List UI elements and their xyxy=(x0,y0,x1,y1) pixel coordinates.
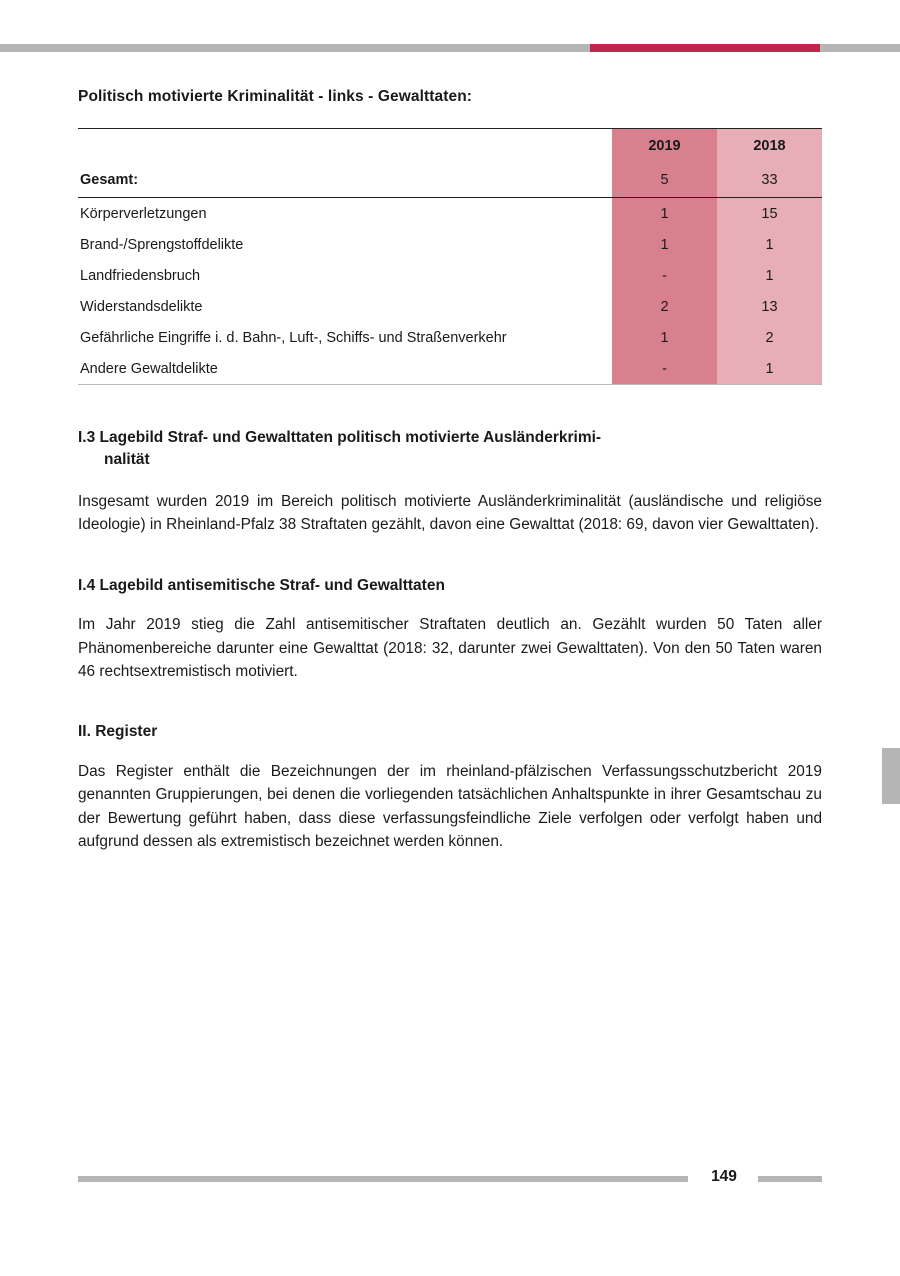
row-value-2019: 1 xyxy=(612,198,717,230)
table-row xyxy=(78,260,822,291)
page-content xyxy=(78,88,822,882)
row-label: Brand-/Sprengstoffdelikte xyxy=(78,229,612,260)
row-value-2019: 2 xyxy=(612,291,717,322)
section-paragraph-i3: Insgesamt wurden 2019 im Bereich politisch motivierte Ausländerkriminalität (ausländische und religiöse Ideologie) in Rheinland-Pfalz 38 Straftaten gezählt, davon eine Gewalttat (2018: 69, davon vier Gewalttaten). xyxy=(78,492,822,534)
row-value-2018: 15 xyxy=(717,198,822,230)
section-heading-i4: I.4 Lagebild antisemitische Straf- und Gewalttaten xyxy=(78,576,445,594)
header-bar-red xyxy=(590,44,820,52)
footer-rule-right xyxy=(758,1176,822,1182)
section-heading-i3 xyxy=(78,427,822,472)
table-row xyxy=(78,198,822,230)
page-footer xyxy=(0,1168,900,1188)
row-label: Körperverletzungen xyxy=(78,198,612,230)
row-label: Landfriedensbruch xyxy=(78,260,612,291)
table-row xyxy=(78,229,822,260)
table-header-2018: 2018 xyxy=(717,129,822,164)
section-heading-i3-line2: nalität xyxy=(104,451,150,469)
section-paragraph-ii: Das Register enthält die Bezeichnungen der im rheinland-pfälzischen Verfassungsschutzbericht 2019 genannten Gruppierungen, bei denen die vorliegenden tatsächlichen Anhaltspunkte in ihrer Gesamtschau zu der Bewertung geführt haben, dass diese verfassungsfeindliche Ziele verfolgen oder verfolgt haben und aufgrund dessen als extremistisch bezeichnet werden können. xyxy=(78,762,822,851)
row-value-2018: 1 xyxy=(717,260,822,291)
row-label: Widerstandsdelikte xyxy=(78,291,612,322)
row-value-2018: 13 xyxy=(717,291,822,322)
page-number: 149 xyxy=(711,1168,737,1185)
table-header-2019: 2019 xyxy=(612,129,717,164)
table-title: Politisch motivierte Kriminalität - links - Gewalttaten: xyxy=(78,88,473,105)
row-value-2018: 2 xyxy=(717,322,822,353)
table-total-row xyxy=(78,163,822,198)
table-header-label xyxy=(78,129,612,164)
row-label: Andere Gewaltdelikte xyxy=(78,353,612,384)
row-value-2018: 1 xyxy=(717,229,822,260)
section-paragraph-i4: Im Jahr 2019 stieg die Zahl antisemitischer Straftaten deutlich an. Gezählt wurden 50 Taten aller Phänomenbereiche darunter eine Gewalttat (2018: 32, darunter zwei Gewalttaten). Von den 50 Taten waren 46 rechtsextremistisch motiviert. xyxy=(78,616,822,681)
row-value-2018: 1 xyxy=(717,353,822,384)
total-label: Gesamt: xyxy=(78,163,612,198)
row-value-2019: - xyxy=(612,353,717,384)
table-row xyxy=(78,322,822,353)
side-tab-marker xyxy=(882,748,900,804)
row-label: Gefährliche Eingriffe i. d. Bahn-, Luft-, Schiffs- und Straßenverkehr xyxy=(78,322,612,353)
table-header-row xyxy=(78,129,822,164)
total-value-2018: 33 xyxy=(717,163,822,198)
footer-rule-left xyxy=(78,1176,688,1182)
section-heading-i3-line1: I.3 Lagebild Straf- und Gewalttaten politisch motivierte Ausländerkrimi- xyxy=(78,429,602,446)
table-row xyxy=(78,353,822,384)
section-heading-ii: II. Register xyxy=(78,723,158,741)
row-value-2019: 1 xyxy=(612,229,717,260)
table-bottom-rule xyxy=(78,384,822,385)
row-value-2019: - xyxy=(612,260,717,291)
total-value-2019: 5 xyxy=(612,163,717,198)
header-decoration-bars xyxy=(0,44,900,52)
row-value-2019: 1 xyxy=(612,322,717,353)
violent-crimes-table xyxy=(78,128,822,384)
table-row xyxy=(78,291,822,322)
